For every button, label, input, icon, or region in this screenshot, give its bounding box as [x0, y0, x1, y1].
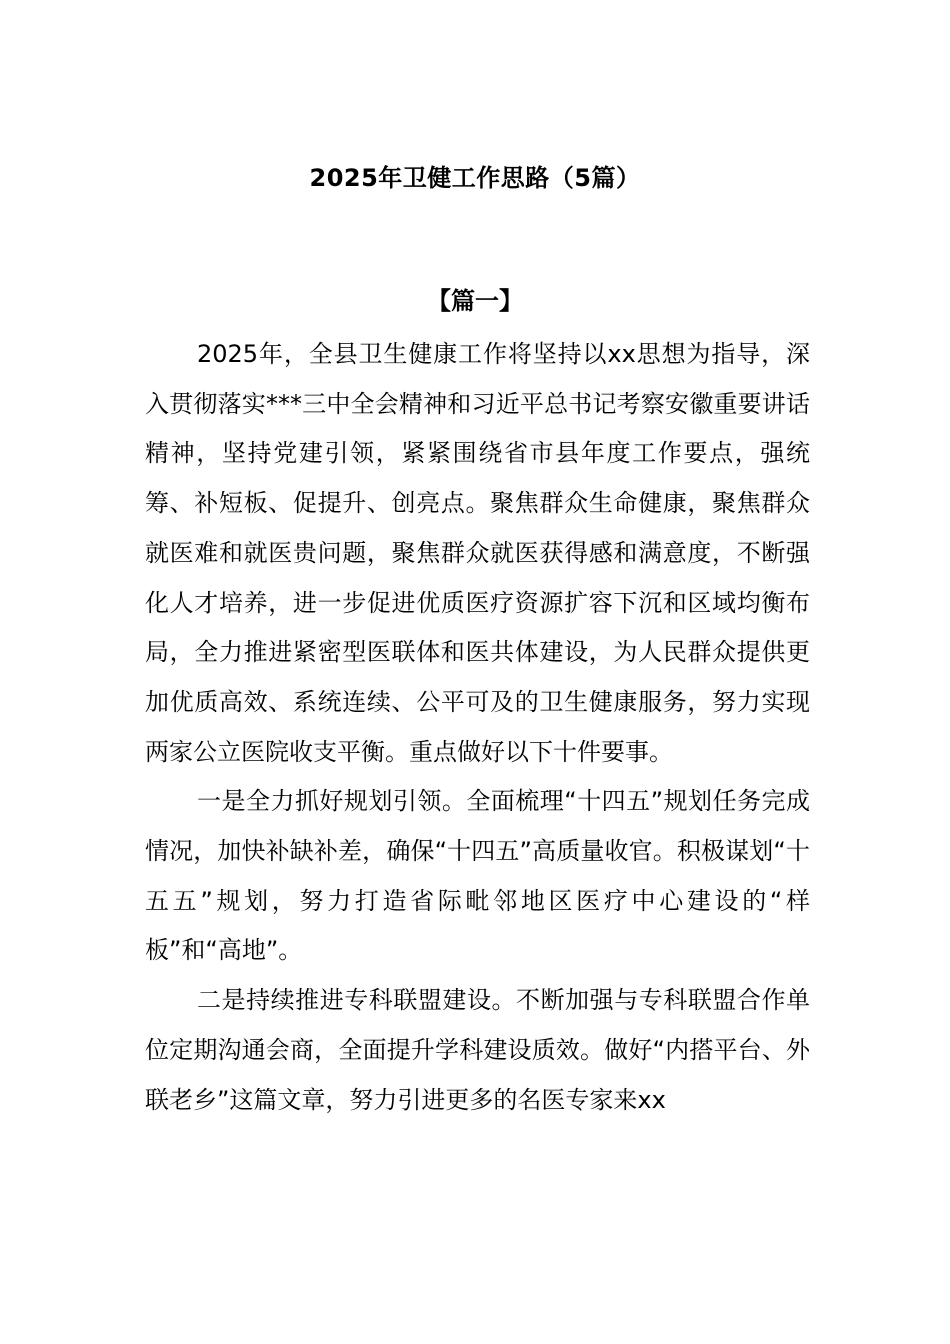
paragraph-item-1: 一是全力抓好规划引领。全面梳理“十四五”规划任务完成情况，加快补缺补差，确保“十四五”高质量收官。积极谋划“十五五”规划，努力打造省际毗邻地区医疗中心建设的“样板”和“高地”。 [145, 787, 810, 965]
page-title: 2025年卫健工作思路（5篇） [309, 164, 641, 192]
section-heading: 【篇一】 [427, 287, 523, 315]
body-text [145, 330, 810, 1125]
paragraph-intro: 2025年，全县卫生健康工作将坚持以xx思想为指导，深入贯彻落实***三中全会精神和习近平总书记考察安徽重要讲话精神，坚持党建引领，紧紧围绕省市县年度工作要点，强统筹、补短板、促提升、创亮点。聚焦群众生命健康，聚焦群众就医难和就医贵问题，聚焦群众就医获得感和满意度，不断强化人才培养，进一步促进优质医疗资源扩容下沉和区域均衡布局，全力推进紧密型医联体和医共体建设，为人民群众提供更加优质高效、系统连续、公平可及的卫生健康服务，努力实现两家公立医院收支平衡。重点做好以下十件要事。 [145, 340, 810, 766]
paragraph-item-2: 二是持续推进专科联盟建设。不断加强与专科联盟合作单位定期沟通会商，全面提升学科建设质效。做好“内搭平台、外联老乡”这篇文章，努力引进更多的名医专家来xx [145, 986, 810, 1114]
